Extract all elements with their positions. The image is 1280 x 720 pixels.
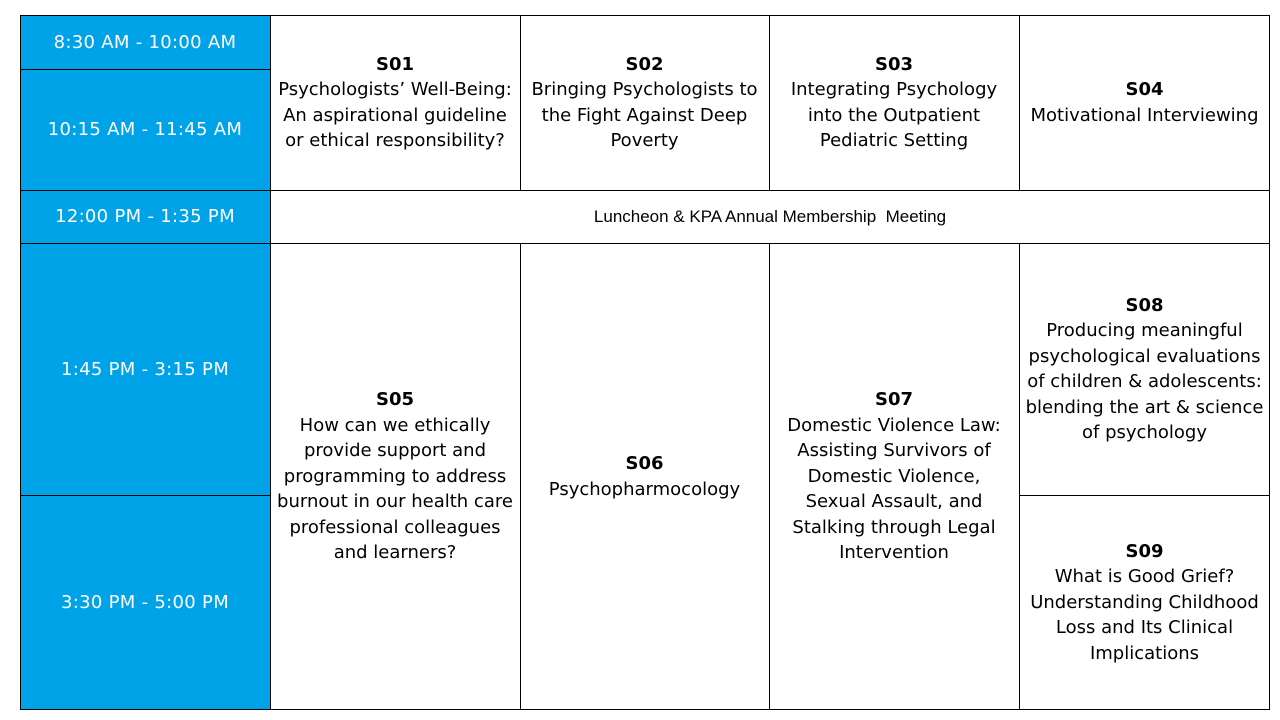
session-code: S04	[1125, 79, 1164, 100]
session-title: How can we ethically provide support and programming to address burnout in our health care professional colleagues and learners?	[277, 414, 513, 564]
session-code: S05	[375, 389, 414, 411]
time-slot-5-label: 3:30 PM - 5:00 PM	[60, 592, 230, 613]
session-title: Producing meaningful psychological evaluations of children & adolescents: blending the art & science of psychology	[1025, 320, 1264, 443]
session-code: S07	[874, 389, 913, 411]
session-s06	[520, 243, 769, 710]
session-title: Bringing Psychologists to the Fight Against Deep Poverty	[531, 79, 758, 151]
session-s05	[270, 243, 520, 710]
session-title: What is Good Grief? Understanding Childhood Loss and Its Clinical Implications	[1030, 566, 1259, 664]
time-slot-3-label: 12:00 PM - 1:35 PM	[55, 206, 235, 227]
session-code: S08	[1125, 294, 1164, 316]
session-title: Psychopharmocology	[548, 478, 741, 500]
luncheon-row	[270, 190, 1270, 243]
session-s09	[1019, 495, 1270, 710]
session-s02	[520, 15, 769, 190]
time-slot-5	[20, 495, 270, 710]
session-title: Psychologists’ Well-Being: An aspirational guideline or ethical responsibility?	[278, 79, 512, 151]
time-slot-2-label: 10:15 AM - 11:45 AM	[47, 119, 243, 140]
session-s07	[769, 243, 1019, 710]
luncheon-label: Luncheon & KPA Annual Membership Meeting	[593, 206, 947, 226]
time-slot-1-label: 8:30 AM - 10:00 AM	[53, 31, 237, 53]
session-s04	[1019, 15, 1270, 190]
session-s03	[769, 15, 1019, 190]
session-title: Domestic Violence Law: Assisting Survivors of Domestic Violence, Sexual Assault, and Stalking through Legal Intervention	[787, 414, 1001, 564]
session-title: Integrating Psychology into the Outpatient Pediatric Setting	[790, 79, 998, 151]
session-code: S02	[625, 53, 664, 75]
time-slot-2	[20, 69, 270, 190]
session-title: Motivational Interviewing	[1030, 104, 1259, 126]
time-slot-3	[20, 190, 270, 243]
schedule-table	[20, 15, 1270, 710]
time-slot-4-label: 1:45 PM - 3:15 PM	[60, 358, 230, 380]
session-s08	[1019, 243, 1270, 495]
session-code: S09	[1125, 540, 1164, 562]
session-s01	[270, 15, 520, 190]
session-code: S06	[625, 453, 664, 474]
time-slot-4	[20, 243, 270, 495]
session-code: S01	[375, 53, 414, 75]
session-code: S03	[874, 53, 913, 75]
time-slot-1	[20, 15, 270, 69]
